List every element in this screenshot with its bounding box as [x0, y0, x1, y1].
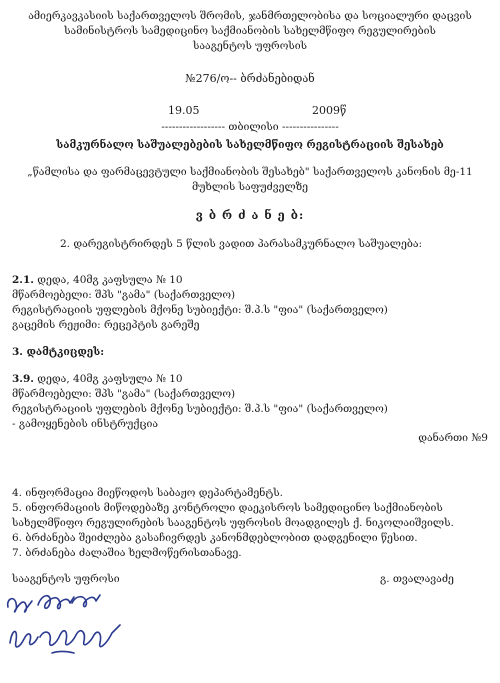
item-3-9-name: დედა, 40მგ კაფსულა № 10 [37, 373, 183, 385]
point-3: 3. დამტკიცდეს: [12, 346, 105, 358]
point-6: 6. ბრძანება შეიძლება გასაჩივრდეს კანონმდებლობით დადგენილი წესით. [12, 532, 418, 544]
point-7: 7. ბრძანება ძალაშია ხელმოწერისთანავე. [12, 547, 242, 559]
legal-basis-line-1: „წამლისა და ფარმაცევტული საქმიანობის შესახებ" საქართველოს კანონის მე-11 [27, 166, 473, 178]
item-3-9-manufacturer: მწარმოებელი: შპს "გამა" (საქართველო) [12, 388, 236, 400]
point-5-line-1: 5. ინფორმაციის მიწოდებაზე კონტროლი დაეკისროს სამედიცინო საქმიანობის [12, 502, 443, 514]
point-5-line-2: სახელმწიფო რეგულირების სააგენტოს უფროსის მოადგილეს ქ. ნიკოლაიშვილს. [12, 517, 454, 529]
item-3-9-holder: რეგისტრაციის უფლების მქონე სუბიექტი: შ.პ.ს "ფია" (საქართველო) [12, 403, 388, 415]
document-subject: სამკურნალო საშუალებების სახელმწიფო რეგისტრაციის შესახებ [56, 139, 444, 151]
header-line-1: ამიერკავკასიის საქართველოს შრომის, ჯანმრთელობისა და სოციალური დაცვის [28, 10, 472, 22]
legal-basis-line-2: მუხლის საფუძველზე [191, 181, 309, 193]
item-3-9-title [12, 373, 183, 385]
order-number: №276/ო-- ბრძანებიდან [185, 72, 315, 85]
order-date-year: 2009წ [312, 104, 347, 117]
point-2: 2. დარეგისტრირდეს 5 წლის ვადით პარასამკურნალო საშუალება: [60, 238, 423, 250]
item-3-9-instruction: - გამოყენების ინსტრუქცია [12, 418, 159, 430]
item-2-1-number: 2.1. [12, 274, 34, 286]
annex-label: დანართი №9 [418, 432, 488, 444]
item-2-1-manufacturer: მწარმოებელი: შპს "გამა" (საქართველო) [12, 289, 236, 301]
item-2-1-title [12, 274, 183, 286]
header-line-3: სააგენტოს უფროსის [192, 40, 307, 52]
handwritten-signature [2, 585, 132, 665]
signatory-title: სააგენტოს უფროსი [12, 573, 120, 585]
order-date-day: 19.05 [168, 104, 200, 117]
signatory-name: გ. თვალავაძე [380, 573, 454, 585]
city-line: ------------------ თბილისი ---------------- [161, 121, 339, 133]
item-3-9-number: 3.9. [12, 373, 34, 385]
item-2-1-dispensing: გაცემის რეჟიმი: რეცეპტის გარეშე [12, 319, 200, 331]
point-4: 4. ინფორმაცია მიეწოდოს საბაჟო დეპარტამენტს. [12, 487, 283, 499]
item-2-1-name: დედა, 40მგ კაფსულა № 10 [37, 274, 183, 286]
order-heading: ვ ბ რ ძ ა ნ ე ბ: [195, 208, 305, 222]
header-line-2: სამინისტროს სამედიცინო საქმიანობის სახელმწიფო რეგულირების [64, 25, 436, 37]
item-2-1-holder: რეგისტრაციის უფლების მქონე სუბიექტი: შ.პ.ს "ფია" (საქართველო) [12, 304, 388, 316]
